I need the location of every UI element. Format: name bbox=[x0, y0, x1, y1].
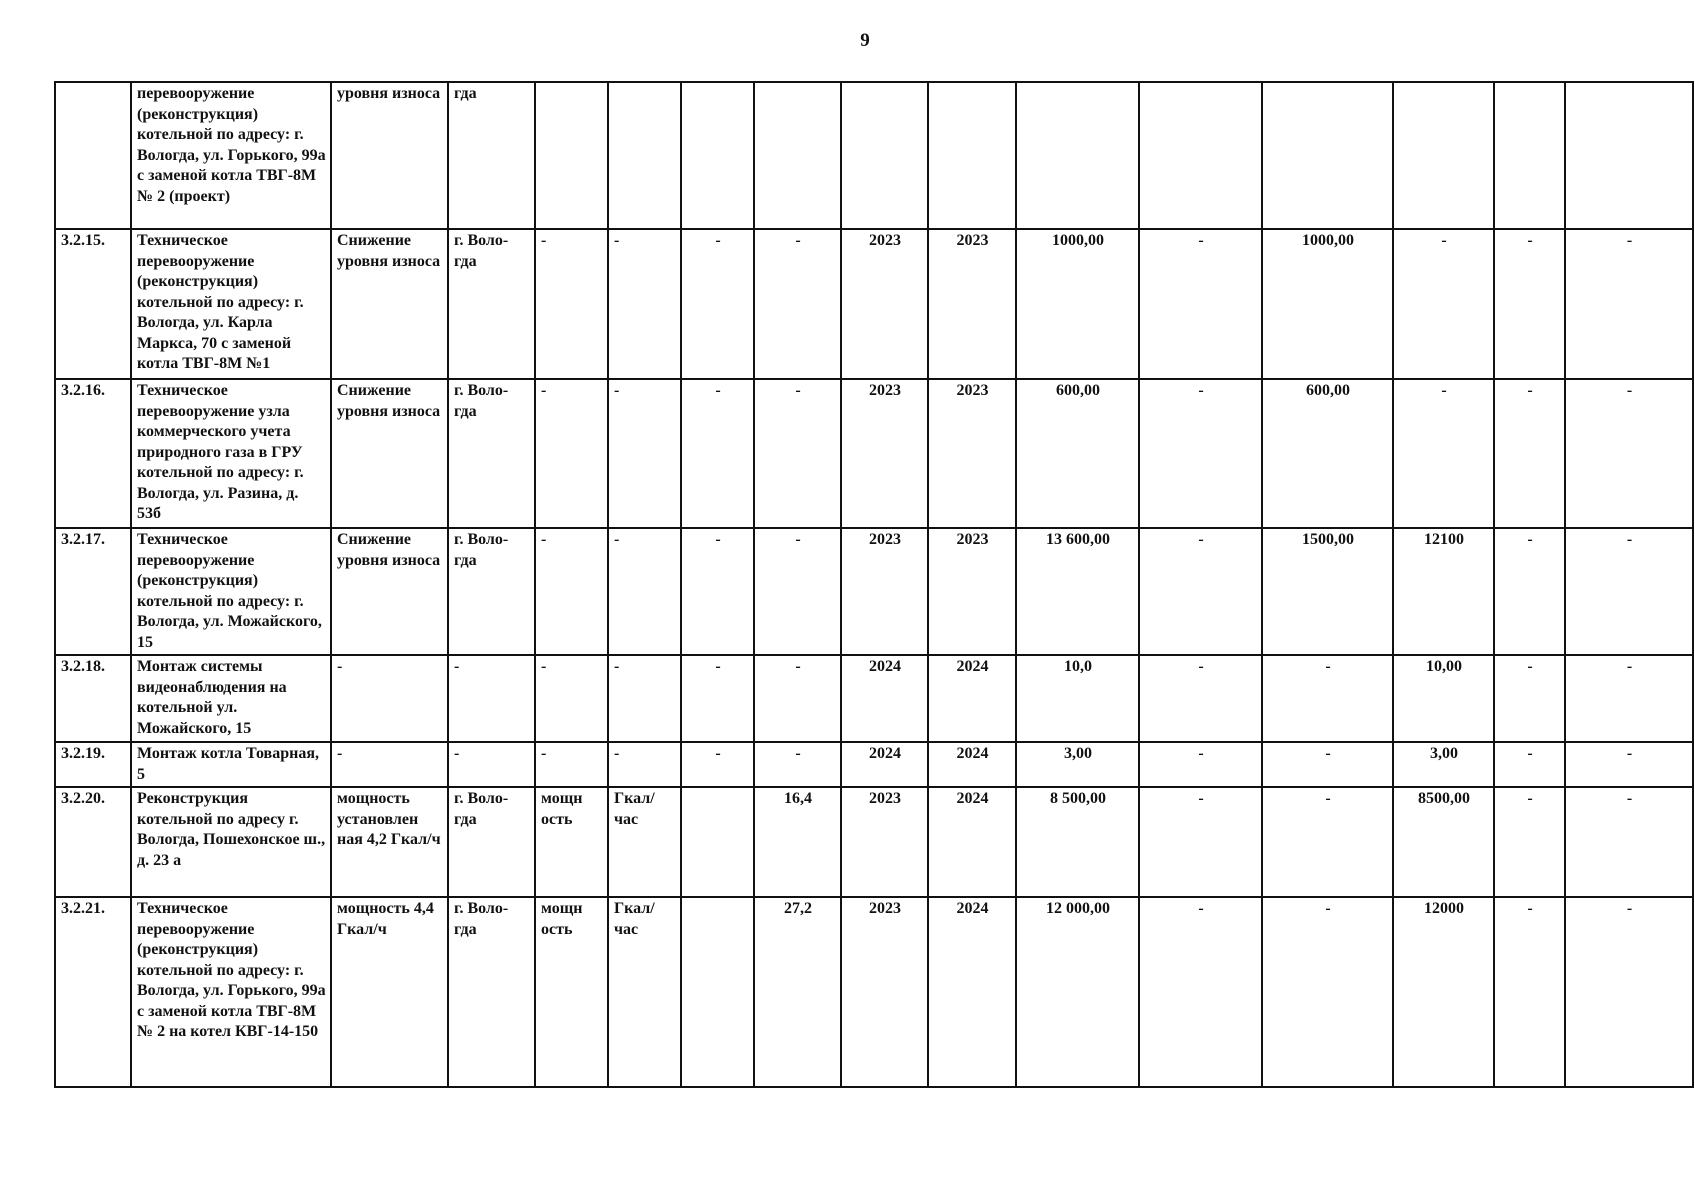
location-cell: г. Воло-гда bbox=[448, 229, 535, 379]
year-end-cell: 2024 bbox=[928, 787, 1016, 897]
value-after-cell: - bbox=[754, 229, 841, 379]
value-after-cell bbox=[754, 82, 841, 229]
value-before-cell: - bbox=[681, 379, 754, 528]
table-row bbox=[55, 82, 1693, 229]
value-before-cell: - bbox=[681, 229, 754, 379]
goal-cell: Снижение уровня износа bbox=[331, 229, 448, 379]
cost-col-14-cell: - bbox=[1494, 379, 1565, 528]
cost-col-14-cell: - bbox=[1494, 528, 1565, 655]
row-number-cell: 3.2.20. bbox=[55, 787, 131, 897]
measure-name-cell: Техническое перевооружение узла коммерческого учета природного газа в ГРУ котельной по адресу: г. Вологда, ул. Разина, д. 53б bbox=[131, 379, 331, 528]
cost-col-15-cell: - bbox=[1565, 787, 1693, 897]
table-row bbox=[55, 742, 1693, 787]
cost-col-14-cell: - bbox=[1494, 787, 1565, 897]
unit-cell: Гкал/ час bbox=[608, 787, 681, 897]
cost-col-11-cell: - bbox=[1139, 787, 1262, 897]
cost-col-15-cell: - bbox=[1565, 655, 1693, 742]
goal-cell: Снижение уровня износа bbox=[331, 379, 448, 528]
cost-col-11-cell: - bbox=[1139, 742, 1262, 787]
table-row bbox=[55, 528, 1693, 655]
value-after-cell: - bbox=[754, 379, 841, 528]
cost-col-15-cell: - bbox=[1565, 897, 1693, 1087]
total-cost-cell: 13 600,00 bbox=[1016, 528, 1139, 655]
table-body bbox=[55, 82, 1693, 1087]
cost-col-11-cell bbox=[1139, 82, 1262, 229]
value-after-cell: - bbox=[754, 528, 841, 655]
row-number-cell: 3.2.16. bbox=[55, 379, 131, 528]
cost-col-14-cell: - bbox=[1494, 655, 1565, 742]
cost-col-11-cell: - bbox=[1139, 528, 1262, 655]
cost-col-13-cell: 10,00 bbox=[1393, 655, 1494, 742]
indicator-name-cell: - bbox=[535, 655, 608, 742]
cost-col-12-cell: - bbox=[1262, 655, 1393, 742]
location-cell: - bbox=[448, 742, 535, 787]
cost-col-13-cell: 12000 bbox=[1393, 897, 1494, 1087]
cost-col-12-cell: - bbox=[1262, 742, 1393, 787]
value-before-cell bbox=[681, 787, 754, 897]
cost-col-11-cell: - bbox=[1139, 897, 1262, 1087]
location-cell: г. Воло-гда bbox=[448, 897, 535, 1087]
year-start-cell: 2023 bbox=[841, 897, 928, 1087]
cost-col-11-cell: - bbox=[1139, 655, 1262, 742]
indicator-name-cell bbox=[535, 82, 608, 229]
goal-cell: - bbox=[331, 655, 448, 742]
page-number: 9 bbox=[860, 30, 870, 51]
cost-col-15-cell: - bbox=[1565, 229, 1693, 379]
year-end-cell bbox=[928, 82, 1016, 229]
total-cost-cell: 3,00 bbox=[1016, 742, 1139, 787]
cost-col-12-cell bbox=[1262, 82, 1393, 229]
cost-col-13-cell: - bbox=[1393, 229, 1494, 379]
cost-col-12-cell: - bbox=[1262, 897, 1393, 1087]
cost-col-11-cell: - bbox=[1139, 379, 1262, 528]
measure-name-cell: Монтаж системы видеонаблюдения на котельной ул. Можайского, 15 bbox=[131, 655, 331, 742]
cost-col-14-cell: - bbox=[1494, 897, 1565, 1087]
goal-cell: Снижение уровня износа bbox=[331, 528, 448, 655]
table-row bbox=[55, 787, 1693, 897]
location-cell: г. Воло-гда bbox=[448, 787, 535, 897]
year-end-cell: 2024 bbox=[928, 742, 1016, 787]
total-cost-cell: 8 500,00 bbox=[1016, 787, 1139, 897]
value-before-cell bbox=[681, 82, 754, 229]
table-row bbox=[55, 379, 1693, 528]
measure-name-cell: Монтаж котла Товарная, 5 bbox=[131, 742, 331, 787]
total-cost-cell bbox=[1016, 82, 1139, 229]
table-row bbox=[55, 229, 1693, 379]
cost-col-13-cell: - bbox=[1393, 379, 1494, 528]
indicator-name-cell: мощн ость bbox=[535, 787, 608, 897]
year-start-cell: 2023 bbox=[841, 379, 928, 528]
cost-col-15-cell: - bbox=[1565, 379, 1693, 528]
year-end-cell: 2023 bbox=[928, 229, 1016, 379]
total-cost-cell: 10,0 bbox=[1016, 655, 1139, 742]
unit-cell: - bbox=[608, 528, 681, 655]
total-cost-cell: 1000,00 bbox=[1016, 229, 1139, 379]
cost-col-13-cell: 12100 bbox=[1393, 528, 1494, 655]
value-after-cell: 16,4 bbox=[754, 787, 841, 897]
value-after-cell: - bbox=[754, 655, 841, 742]
year-start-cell: 2024 bbox=[841, 655, 928, 742]
cost-col-11-cell: - bbox=[1139, 229, 1262, 379]
cost-col-13-cell: 3,00 bbox=[1393, 742, 1494, 787]
indicator-name-cell: - bbox=[535, 379, 608, 528]
investment-table bbox=[54, 81, 1694, 1088]
cost-col-12-cell: 1000,00 bbox=[1262, 229, 1393, 379]
row-number-cell bbox=[55, 82, 131, 229]
table-row bbox=[55, 655, 1693, 742]
year-end-cell: 2023 bbox=[928, 379, 1016, 528]
year-end-cell: 2023 bbox=[928, 528, 1016, 655]
location-cell: гда bbox=[448, 82, 535, 229]
cost-col-15-cell: - bbox=[1565, 528, 1693, 655]
unit-cell: - bbox=[608, 742, 681, 787]
row-number-cell: 3.2.21. bbox=[55, 897, 131, 1087]
cost-col-13-cell bbox=[1393, 82, 1494, 229]
row-number-cell: 3.2.18. bbox=[55, 655, 131, 742]
indicator-name-cell: - bbox=[535, 742, 608, 787]
location-cell: г. Воло-гда bbox=[448, 528, 535, 655]
unit-cell: - bbox=[608, 655, 681, 742]
location-cell: - bbox=[448, 655, 535, 742]
measure-name-cell: Техническое перевооружение (реконструкция) котельной по адресу: г. Вологда, ул. Карла Маркса, 70 с заменой котла ТВГ-8М №1 bbox=[131, 229, 331, 379]
value-after-cell: - bbox=[754, 742, 841, 787]
indicator-name-cell: - bbox=[535, 229, 608, 379]
year-start-cell: 2023 bbox=[841, 229, 928, 379]
indicator-name-cell: мощн ость bbox=[535, 897, 608, 1087]
value-before-cell bbox=[681, 897, 754, 1087]
cost-col-14-cell bbox=[1494, 82, 1565, 229]
goal-cell: мощность установлен ная 4,2 Гкал/ч bbox=[331, 787, 448, 897]
year-start-cell: 2023 bbox=[841, 787, 928, 897]
value-before-cell: - bbox=[681, 528, 754, 655]
table-row bbox=[55, 897, 1693, 1087]
row-number-cell: 3.2.15. bbox=[55, 229, 131, 379]
year-start-cell: 2024 bbox=[841, 742, 928, 787]
unit-cell: Гкал/ час bbox=[608, 897, 681, 1087]
cost-col-12-cell: 600,00 bbox=[1262, 379, 1393, 528]
cost-col-14-cell: - bbox=[1494, 742, 1565, 787]
total-cost-cell: 12 000,00 bbox=[1016, 897, 1139, 1087]
year-end-cell: 2024 bbox=[928, 655, 1016, 742]
year-end-cell: 2024 bbox=[928, 897, 1016, 1087]
row-number-cell: 3.2.17. bbox=[55, 528, 131, 655]
measure-name-cell: перевооружение (реконструкция) котельной по адресу: г. Вологда, ул. Горького, 99а с заменой котла ТВГ-8М № 2 (проект) bbox=[131, 82, 331, 229]
value-before-cell: - bbox=[681, 655, 754, 742]
measure-name-cell: Техническое перевооружение (реконструкция) котельной по адресу: г. Вологда, ул. Горького, 99а с заменой котла ТВГ-8М № 2 на котел КВГ-14-150 bbox=[131, 897, 331, 1087]
goal-cell: - bbox=[331, 742, 448, 787]
goal-cell: уровня износа bbox=[331, 82, 448, 229]
cost-col-15-cell: - bbox=[1565, 742, 1693, 787]
indicator-name-cell: - bbox=[535, 528, 608, 655]
value-before-cell: - bbox=[681, 742, 754, 787]
value-after-cell: 27,2 bbox=[754, 897, 841, 1087]
row-number-cell: 3.2.19. bbox=[55, 742, 131, 787]
unit-cell bbox=[608, 82, 681, 229]
cost-col-12-cell: - bbox=[1262, 787, 1393, 897]
goal-cell: мощность 4,4 Гкал/ч bbox=[331, 897, 448, 1087]
total-cost-cell: 600,00 bbox=[1016, 379, 1139, 528]
cost-col-14-cell: - bbox=[1494, 229, 1565, 379]
year-start-cell bbox=[841, 82, 928, 229]
measure-name-cell: Реконструкция котельной по адресу г. Вологда, Пошехонское ш., д. 23 а bbox=[131, 787, 331, 897]
unit-cell: - bbox=[608, 379, 681, 528]
cost-col-13-cell: 8500,00 bbox=[1393, 787, 1494, 897]
unit-cell: - bbox=[608, 229, 681, 379]
measure-name-cell: Техническое перевооружение (реконструкция) котельной по адресу: г. Вологда, ул. Можайского, 15 bbox=[131, 528, 331, 655]
year-start-cell: 2023 bbox=[841, 528, 928, 655]
location-cell: г. Воло-гда bbox=[448, 379, 535, 528]
cost-col-15-cell bbox=[1565, 82, 1693, 229]
cost-col-12-cell: 1500,00 bbox=[1262, 528, 1393, 655]
